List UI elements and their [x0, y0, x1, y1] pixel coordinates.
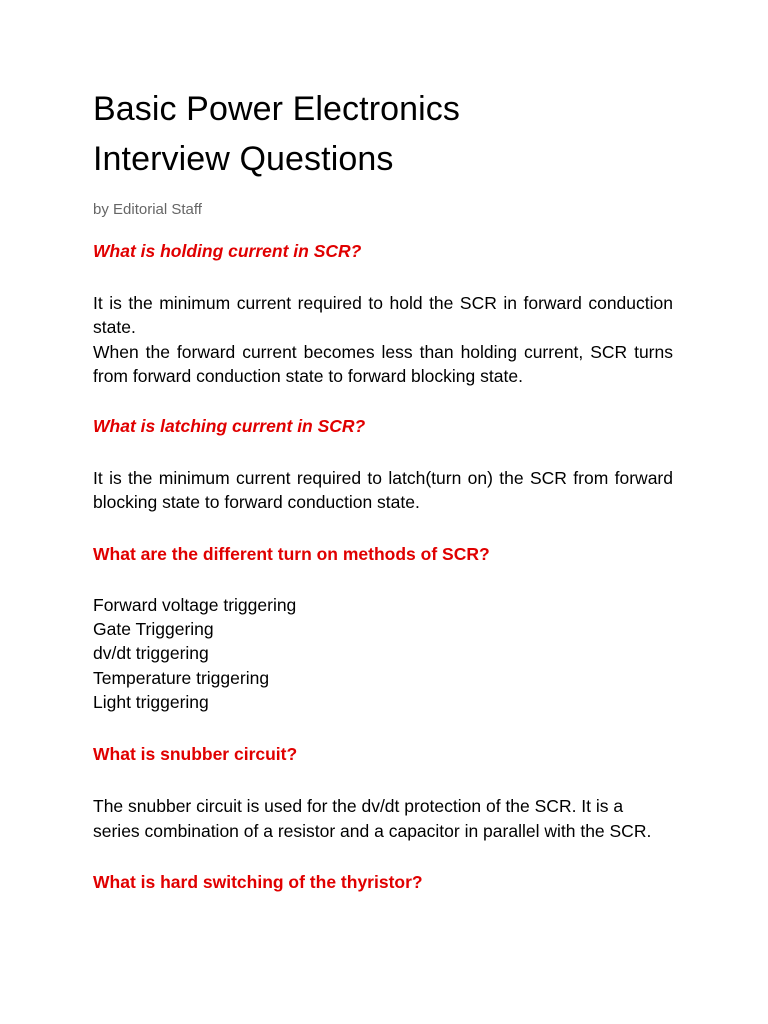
answer-line: When the forward current becomes less than holding current, SCR turns from forward conduction state to forward blocking state. — [93, 341, 673, 386]
question-latching-current: What is latching current in SCR? — [93, 416, 366, 437]
list-item: Light triggering — [93, 691, 209, 712]
article — [93, 84, 673, 894]
page-title-line-1: Basic Power Electronics — [93, 90, 460, 128]
answer-line: The snubber circuit is used for the dv/dt protection of the SCR. It is a series combination of a resistor and a capacitor in parallel with the SCR. — [93, 796, 652, 841]
list-item: Gate Triggering — [93, 619, 214, 640]
page-title-line-2: Interview Questions — [93, 140, 394, 178]
answer-line: It is the minimum current required to latch(turn on) the SCR from forward blocking state to forward conduction state. — [93, 468, 673, 513]
page-title — [93, 84, 673, 184]
list-item: dv/dt triggering — [93, 643, 209, 664]
answer-line: It is the minimum current required to hold the SCR in forward conduction state. — [93, 293, 673, 338]
answer-snubber-circuit — [93, 794, 673, 843]
turn-on-methods-list — [93, 593, 673, 714]
question-snubber-circuit: What is snubber circuit? — [93, 744, 298, 765]
byline: by Editorial Staff — [93, 201, 202, 218]
list-item: Temperature triggering — [93, 667, 270, 688]
question-holding-current: What is holding current in SCR? — [93, 241, 362, 261]
answer-holding-current — [93, 291, 673, 388]
list-item: Forward voltage triggering — [93, 594, 297, 615]
question-turn-on-methods: What are the different turn on methods of SCR? — [93, 543, 490, 564]
question-hard-switching: What is hard switching of the thyristor? — [93, 871, 423, 892]
answer-latching-current — [93, 466, 673, 515]
